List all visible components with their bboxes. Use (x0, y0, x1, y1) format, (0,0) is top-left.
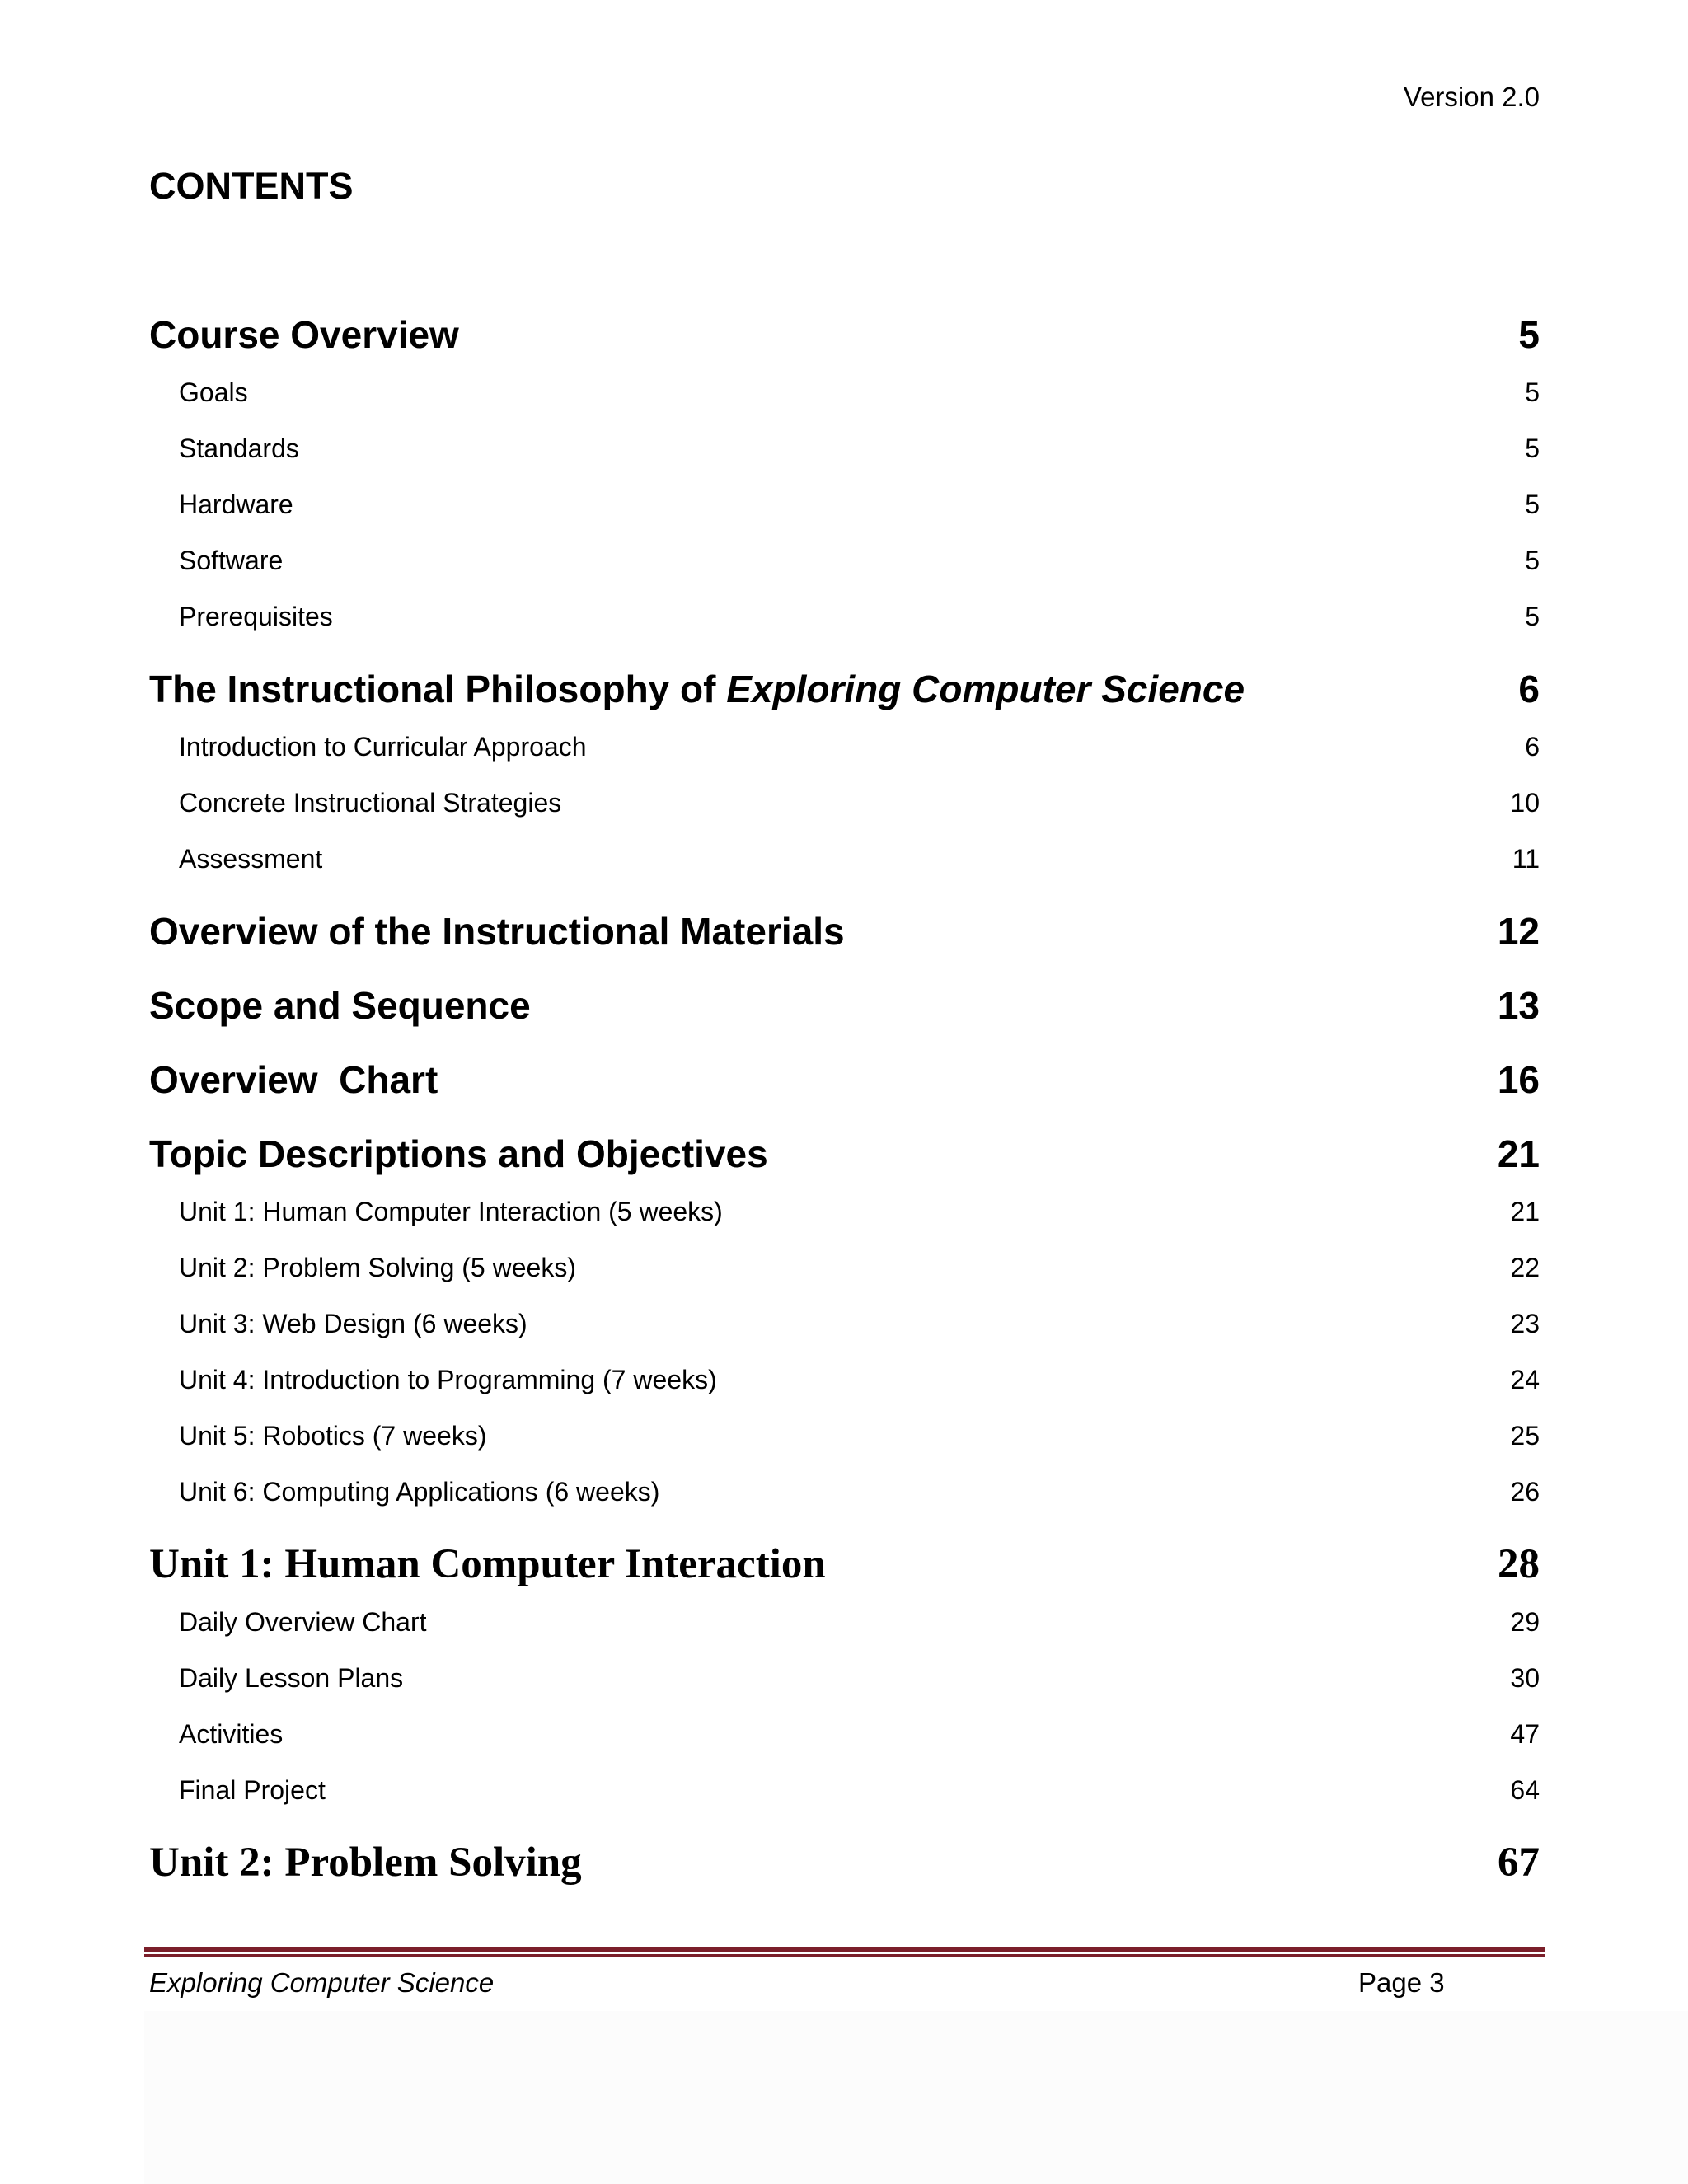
toc-entry-unit1[interactable] (149, 1535, 1540, 1594)
toc-entry-label: Activities (179, 1719, 284, 1749)
toc-entry-goals[interactable] (149, 364, 1540, 420)
toc-entry-label: Unit 6: Computing Applications (6 weeks) (179, 1477, 660, 1507)
toc-entry-instructional-philosophy[interactable] (149, 659, 1540, 719)
toc-entry-activities[interactable] (149, 1706, 1540, 1762)
footer-page-number: Page 3 (1358, 1967, 1445, 1998)
toc-entry-assessment[interactable] (149, 831, 1540, 887)
toc-entry-label: Unit 2: Problem Solving (5 weeks) (179, 1253, 576, 1282)
toc-page-number: 67 (1498, 1840, 1540, 1886)
toc-page-number: 5 (1525, 490, 1540, 519)
toc-entry-software[interactable] (149, 532, 1540, 588)
toc-entry-label: Introduction to Curricular Approach (179, 732, 587, 762)
toc-page-number: 16 (1497, 1058, 1540, 1101)
toc-entry-daily-overview-chart[interactable] (149, 1594, 1540, 1650)
toc-entry-label: Daily Overview Chart (179, 1607, 427, 1637)
toc-page-number: 13 (1497, 984, 1540, 1027)
toc-page-number: 5 (1525, 602, 1540, 631)
toc-entry-label-prefix: The Instructional Philosophy of (149, 668, 727, 710)
toc-entry-label: Concrete Instructional Strategies (179, 788, 562, 818)
toc-entry-label: Overview Chart (149, 1058, 438, 1101)
toc-entry-label: Goals (179, 377, 248, 407)
toc-entry-label: Hardware (179, 490, 293, 519)
toc-entry-topic-unit2[interactable] (149, 1240, 1540, 1296)
toc-page-number: 25 (1510, 1421, 1540, 1451)
toc-entry-topic-descriptions[interactable] (149, 1124, 1540, 1183)
toc-entry-label: Final Project (179, 1775, 326, 1805)
toc-entry-label: Unit 5: Robotics (7 weeks) (179, 1421, 487, 1451)
toc-entry-unit2[interactable] (149, 1833, 1540, 1892)
toc-entry-standards[interactable] (149, 420, 1540, 476)
footer-divider-thick (144, 1947, 1545, 1952)
toc-page-number: 30 (1510, 1663, 1540, 1693)
toc-entry-label-italic: Exploring Computer Science (726, 668, 1245, 710)
toc-entry-label: Software (179, 546, 284, 575)
toc-page-number: 12 (1497, 910, 1540, 953)
toc-entry-label: Overview of the Instructional Materials (149, 910, 845, 953)
toc-entry-topic-unit5[interactable] (149, 1408, 1540, 1464)
toc-page-number: 6 (1525, 732, 1540, 762)
toc-entry-daily-lesson-plans[interactable] (149, 1650, 1540, 1706)
toc-page-number: 5 (1518, 313, 1540, 356)
toc-entry-intro-curricular[interactable] (149, 719, 1540, 775)
toc-entry-label: Assessment (179, 844, 323, 874)
toc-entry-label: Topic Descriptions and Objectives (149, 1132, 768, 1175)
toc-page-number: 21 (1497, 1132, 1540, 1175)
toc-entry-overview-materials[interactable] (149, 902, 1540, 961)
toc-entry-scope-sequence[interactable] (149, 976, 1540, 1035)
page-title: CONTENTS (149, 165, 354, 207)
toc-page-number: 23 (1510, 1309, 1540, 1338)
toc-entry-label: Daily Lesson Plans (179, 1663, 404, 1693)
toc-entry-topic-unit3[interactable] (149, 1296, 1540, 1352)
toc-page-number: 5 (1525, 546, 1540, 575)
toc-entry-label: Scope and Sequence (149, 984, 531, 1027)
toc-page-number: 24 (1510, 1365, 1540, 1394)
toc-entry-label: Prerequisites (179, 602, 333, 631)
table-of-contents (149, 305, 1540, 1892)
toc-entry-hardware[interactable] (149, 476, 1540, 532)
toc-page-number: 29 (1510, 1607, 1540, 1637)
toc-entry-course-overview[interactable] (149, 305, 1540, 364)
toc-entry-label: Unit 1: Human Computer Interaction (149, 1541, 826, 1587)
toc-page-number: 6 (1518, 668, 1540, 710)
toc-page-number: 11 (1512, 844, 1540, 874)
toc-page-number: 5 (1525, 377, 1540, 407)
toc-entry-overview-chart[interactable] (149, 1050, 1540, 1109)
toc-entry-label: Course Overview (149, 313, 459, 356)
toc-page-number: 22 (1510, 1253, 1540, 1282)
toc-page-number: 10 (1510, 788, 1540, 818)
toc-entry-topic-unit4[interactable] (149, 1352, 1540, 1408)
toc-entry-concrete-strategies[interactable] (149, 775, 1540, 831)
toc-page-number: 47 (1510, 1719, 1540, 1749)
toc-page-number: 28 (1498, 1541, 1540, 1587)
toc-page-number: 21 (1510, 1197, 1540, 1226)
toc-entry-topic-unit1[interactable] (149, 1183, 1540, 1240)
footer-background (144, 2011, 1688, 2184)
toc-entry-label: Unit 1: Human Computer Interaction (5 weeks) (179, 1197, 723, 1226)
toc-page-number: 64 (1510, 1775, 1540, 1805)
toc-entry-label: Unit 3: Web Design (6 weeks) (179, 1309, 528, 1338)
toc-entry-prerequisites[interactable] (149, 588, 1540, 644)
toc-entry-label: Unit 4: Introduction to Programming (7 weeks) (179, 1365, 717, 1394)
toc-entry-topic-unit6[interactable] (149, 1464, 1540, 1520)
toc-entry-label: Unit 2: Problem Solving (149, 1840, 582, 1886)
footer-divider-thin (144, 1954, 1545, 1957)
version-label: Version 2.0 (1403, 82, 1540, 112)
toc-entry-label (149, 659, 1245, 719)
toc-entry-label: Standards (179, 434, 299, 463)
toc-entry-final-project[interactable] (149, 1762, 1540, 1818)
footer-divider (144, 1947, 1545, 1958)
footer-document-title: Exploring Computer Science (149, 1967, 495, 1998)
toc-page-number: 5 (1525, 434, 1540, 463)
toc-page-number: 26 (1510, 1477, 1540, 1507)
